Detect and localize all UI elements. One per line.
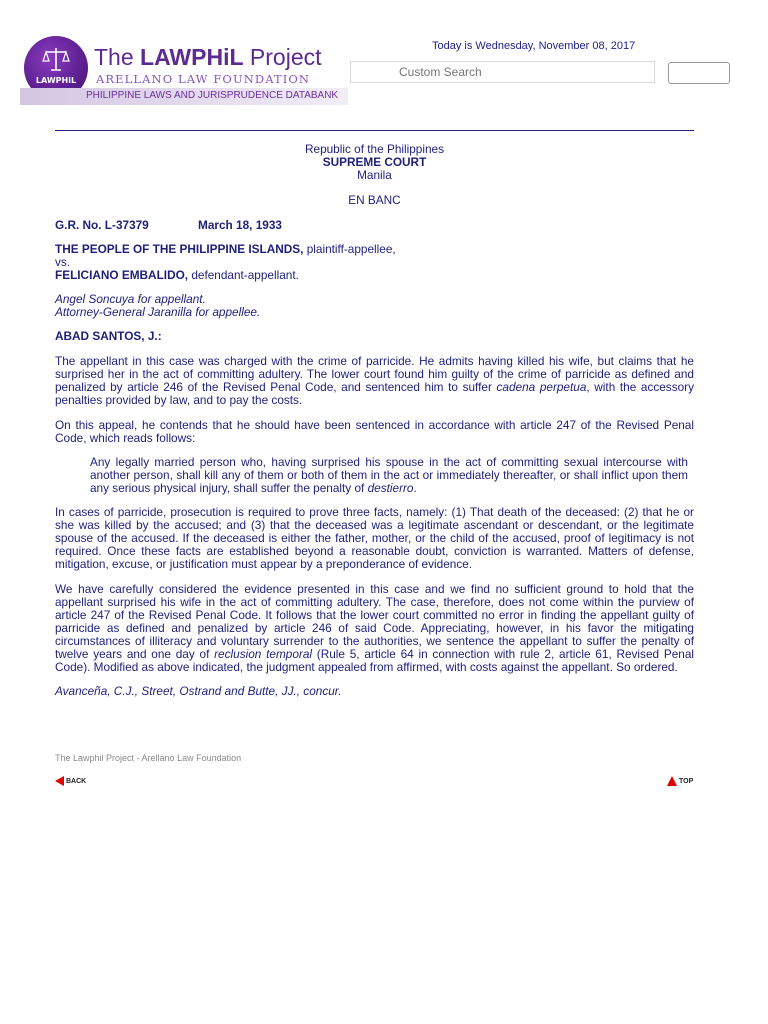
site-logo[interactable] [20, 36, 348, 106]
counsel-appellant: Angel Soncuya for appellant. [55, 292, 206, 306]
search-button[interactable] [668, 62, 730, 84]
header-divider [55, 130, 694, 131]
case-date: March 18, 1933 [198, 218, 282, 232]
paragraph-1: The appellant in this case was charged with the crime of parricide. He admits having killed his wife, but claims that he surprised her in the act of committing adultery. The lower court found him guilty of the crime of parricide as defined and penalized by article 246 of the Revised Penal Code, and sentenced him to suffer cadena perpetua, with the accessory penalties provided by law, and to pay the costs. [55, 354, 694, 407]
counsel-appellee: Attorney-General Jaranilla for appellee. [55, 305, 261, 319]
scales-of-justice-icon [42, 46, 70, 72]
block-quote: Any legally married person who, having surprised his spouse in the act of committing sexual intercourse with another person, shall kill any of them or both of them in the act or immediately thereafter, or shall inflict upon them any serious physical injury, shall suffer the penalty of destierro. [90, 455, 688, 495]
back-link[interactable]: BACK [55, 776, 86, 786]
paragraph-3: In cases of parricide, prosecution is required to prove three facts, namely: (1) That death of the deceased: (2) that he or she was killed by the accused; and (3) that the deceased was a legitimate ascendant or descendant, or the legitimate spouse of the accused. If the deceased is either the father, mother, or the child of the accused, proof of legitimacy is not required. Once these facts are established beyond a reasonable doubt, conviction is warranted. Matters of defense, mitigation, excuse, or justification must appear by a preponderance of evidence. [55, 505, 694, 571]
party-plaintiff: THE PEOPLE OF THE PHILIPPINE ISLANDS, plaintiff-appellee, [55, 242, 396, 256]
top-link[interactable]: TOP [667, 776, 693, 786]
division-label: EN BANC [348, 193, 401, 207]
logo-badge-text: LAWPHiL [35, 76, 77, 85]
logo-subtitle: ARELLANO LAW FOUNDATION [96, 72, 311, 86]
court-city: Manila [357, 168, 392, 182]
concurrence: Avanceña, C.J., Street, Ostrand and Butte, JJ., concur. [55, 684, 342, 698]
ponente: ABAD SANTOS, J.: [55, 329, 162, 343]
paragraph-4: We have carefully considered the evidence presented in this case and we find no sufficient ground to hold that the appellant surprised his wife in the act of committing adultery. The case, therefore, does not come within the purview of article 247 of the Revised Penal Code. It follows that the lower court committed no error in finding the appellant guilty of parricide as defined and penalized by article 246 of said Code. Appreciating, however, in his favor the mitigating circumstances of illiteracy and voluntary surrender to the authorities, we sentence the appellant to suffer the penalty of twelve years and one day of reclusion temporal (Rule 5, article 64 in connection with rule 2, article 61, Revised Penal Code). Modified as above indicated, the judgment appealed from affirmed, with costs against the appellant. So ordered. [55, 582, 694, 674]
case-number-line [55, 219, 694, 232]
logo-banner: PHILIPPINE LAWS AND JURISPRUDENCE DATABANK [20, 88, 348, 105]
court-name: SUPREME COURT [322, 155, 427, 169]
current-date: Today is Wednesday, November 08, 2017 [432, 40, 636, 52]
logo-title: The LAWPHiL Project [94, 44, 322, 70]
decision-document [55, 143, 694, 698]
footer-credit: The Lawphil Project - Arellano Law Foundation [55, 753, 242, 763]
paragraph-2: On this appeal, he contends that he should have been sentenced in accordance with article 247 of the Revised Penal Code, which reads follows: [55, 418, 694, 445]
republic-line: Republic of the Philippines [304, 142, 445, 156]
search-input[interactable] [350, 61, 655, 83]
top-arrow-icon [667, 776, 677, 786]
versus: vs. [55, 255, 71, 269]
gr-number: G.R. No. L-37379 [55, 218, 149, 232]
party-defendant: FELICIANO EMBALIDO, defendant-appellant. [55, 268, 299, 282]
back-arrow-icon [55, 776, 64, 786]
